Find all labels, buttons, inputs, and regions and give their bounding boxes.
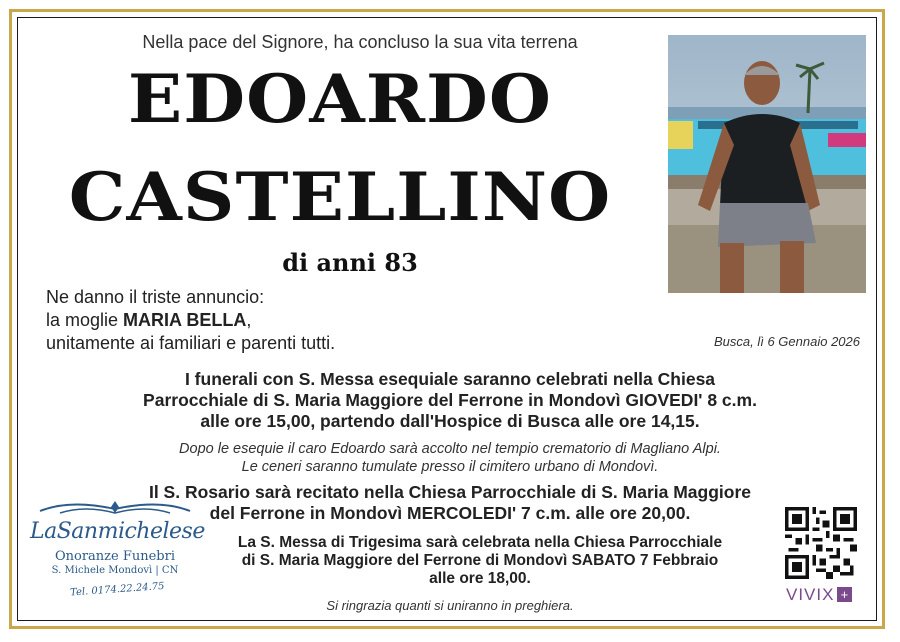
place-date: Busca, lì 6 Gennaio 2026 xyxy=(714,334,860,349)
trigesima-line1: La S. Messa di Trigesima sarà celebrata nella Chiesa Parrocchiale xyxy=(237,534,723,551)
deceased-first-name: EDOARDO xyxy=(127,60,553,138)
funeral-info xyxy=(60,369,840,432)
announce-line2-prefix: la moglie xyxy=(46,310,124,330)
deceased-photo xyxy=(668,35,866,293)
logo-title: LaSanmichelese xyxy=(30,519,205,544)
trigesima-line2: di S. Maria Maggiore del Ferrone di Mondovì SABATO 7 Febbraio xyxy=(241,552,719,569)
announce-line2 xyxy=(46,309,335,332)
rosary-line2: del Ferrone in Mondovì MERCOLEDI' 7 c.m. alle ore 20,00. xyxy=(209,503,691,523)
cremation-line1: Dopo le esequie il caro Edoardo sarà accolto nel tempio crematorio di Magliano Alpi. xyxy=(179,441,721,457)
thanks-text: Si ringrazia quanti si uniranno in preghiera. xyxy=(326,598,574,613)
intro-text: Nella pace del Signore, ha concluso la sua vita terrena xyxy=(142,32,578,52)
brand-text: VIVIX xyxy=(786,585,835,604)
spouse-name: MARIA BELLA xyxy=(123,310,247,330)
funeral-line2: Parrocchiale di S. Maria Maggiore del Ferrone in Mondovì GIOVEDI' 8 c.m. xyxy=(143,390,757,410)
funeral-home-logo xyxy=(30,495,205,605)
qr-code-icon[interactable] xyxy=(785,507,857,579)
ornament-icon xyxy=(30,497,200,521)
vivix-brand[interactable] xyxy=(786,585,852,605)
logo-location: S. Michele Mondovì | CN xyxy=(51,565,179,576)
trigesima-line3: alle ore 18,00. xyxy=(429,570,531,587)
funeral-line3: alle ore 15,00, partendo dall'Hospice di Busca alle ore 14,15. xyxy=(200,411,700,431)
announce-line3: unitamente ai familiari e parenti tutti. xyxy=(46,333,336,353)
cremation-line2: Le ceneri saranno tumulate presso il cimitero urbano di Mondovì. xyxy=(241,459,659,475)
announce-line2-suffix: , xyxy=(246,310,252,330)
announcement xyxy=(46,286,335,355)
rosary-line1: Il S. Rosario sarà recitato nella Chiesa Parrocchiale di S. Maria Maggiore xyxy=(148,482,752,502)
logo-phone: Tel. 0174.22.24.75 xyxy=(69,580,165,599)
cremation-info xyxy=(60,440,840,476)
funeral-line1: I funerali con S. Messa esequiale saranno celebrati nella Chiesa xyxy=(184,369,716,389)
plus-icon: + xyxy=(837,587,852,602)
deceased-age: di anni 83 xyxy=(282,248,418,277)
deceased-last-name: CASTELLINO xyxy=(68,158,612,236)
announce-line1: Ne danno il triste annuncio: xyxy=(46,287,265,307)
trigesima-info xyxy=(190,534,770,588)
logo-subtitle: Onoranze Funebri xyxy=(54,549,176,564)
